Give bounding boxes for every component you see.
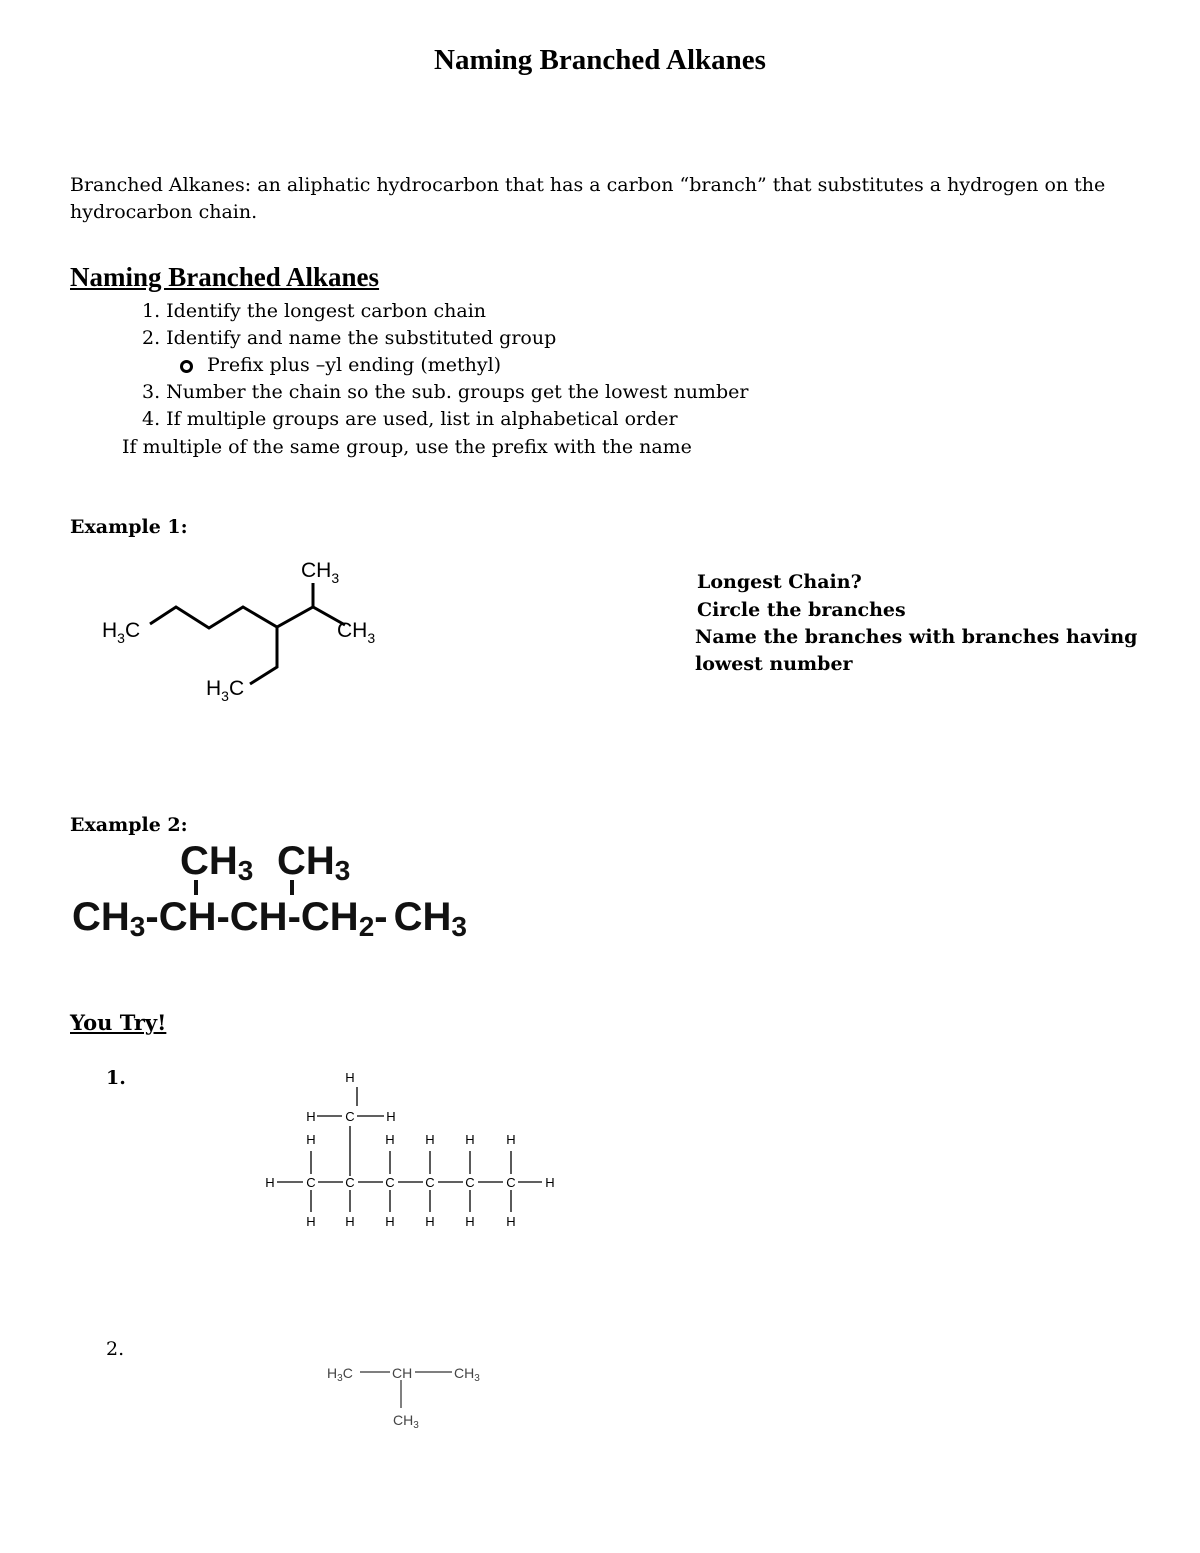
left-h3c: $H_3C$ [102, 619, 141, 646]
right-ch3: $CH_3$ [337, 619, 376, 646]
q2-h3c: $H_3C$ [327, 1365, 353, 1384]
q1-atom-c: C [425, 1175, 435, 1190]
step-1: 1. Identify the longest carbon chain [142, 300, 487, 322]
question-1-label: 1. [106, 1067, 126, 1089]
step-4: 4. If multiple groups are used, list in alphabetical order [142, 408, 678, 430]
q1-atom-h: H [306, 1109, 316, 1124]
example-1-label: Example 1: [70, 516, 188, 538]
ex2-top-ch3-1: CH3 [180, 839, 254, 886]
q1-atom-h: H [306, 1214, 316, 1229]
example-2-label: Example 2: [70, 814, 188, 836]
step-3: 3. Number the chain so the sub. groups get the lowest number [142, 381, 749, 403]
ex2-main-chain: CH3-CH-CH-CH2- CH3 [72, 895, 467, 942]
branch-h3c: $H_3C$ [206, 677, 245, 704]
question-2-label: 2. [106, 1338, 125, 1360]
q1-atom-h: H [385, 1214, 395, 1229]
page-title: Naming Branched Alkanes [434, 44, 766, 76]
ex2-top-ch3-2: CH3 [277, 839, 351, 886]
question-circle-branches: Circle the branches [697, 599, 906, 621]
q1-atom-c: C [306, 1175, 316, 1190]
top-ch3: $CH_3$ [301, 559, 340, 586]
q1-atom-h: H [425, 1214, 435, 1229]
step-note: If multiple of the same group, use the prefix with the name [122, 436, 692, 458]
q1-atom-h: H [306, 1132, 316, 1147]
q1-atom-h: H [385, 1132, 395, 1147]
q1-atom-h: H [465, 1132, 475, 1147]
step-2: 2. Identify and name the substituted group [142, 327, 557, 349]
q2-bottom-ch3: $CH_3$ [393, 1412, 419, 1431]
question-longest-chain: Longest Chain? [697, 571, 862, 593]
q2-ch: CH [392, 1365, 413, 1381]
q1-atom-h: H [386, 1109, 396, 1124]
question-name-branches: Name the branches with branches having [695, 626, 1138, 648]
q1-atom-c: C [345, 1109, 355, 1124]
section-heading: Naming Branched Alkanes [70, 262, 380, 292]
q1-atom-h: H [465, 1214, 475, 1229]
definition-text: Branched Alkanes: an aliphatic hydrocarbon that has a carbon “branch” that substitutes a hydrogen on the hydrocarbon chain. [70, 174, 1106, 223]
q1-atom-h: H [545, 1175, 555, 1190]
q2-right-ch3: $CH_3$ [454, 1365, 480, 1384]
question-lowest-number: lowest number [695, 653, 853, 675]
q1-atom-c: C [506, 1175, 516, 1190]
q1-atom-c: C [345, 1175, 355, 1190]
q1-atom-h: H [506, 1132, 516, 1147]
q1-atom-h: H [506, 1214, 516, 1229]
q1-atom-c: C [385, 1175, 395, 1190]
q1-atom-h: H [425, 1132, 435, 1147]
q1-atom-h: H [345, 1070, 355, 1085]
q1-atom-h: H [265, 1175, 275, 1190]
you-try-heading: You Try! [70, 1010, 167, 1035]
q1-atom-h: H [345, 1214, 355, 1229]
step-2-sub: Prefix plus –yl ending (methyl) [207, 354, 502, 376]
q1-atom-c: C [465, 1175, 475, 1190]
